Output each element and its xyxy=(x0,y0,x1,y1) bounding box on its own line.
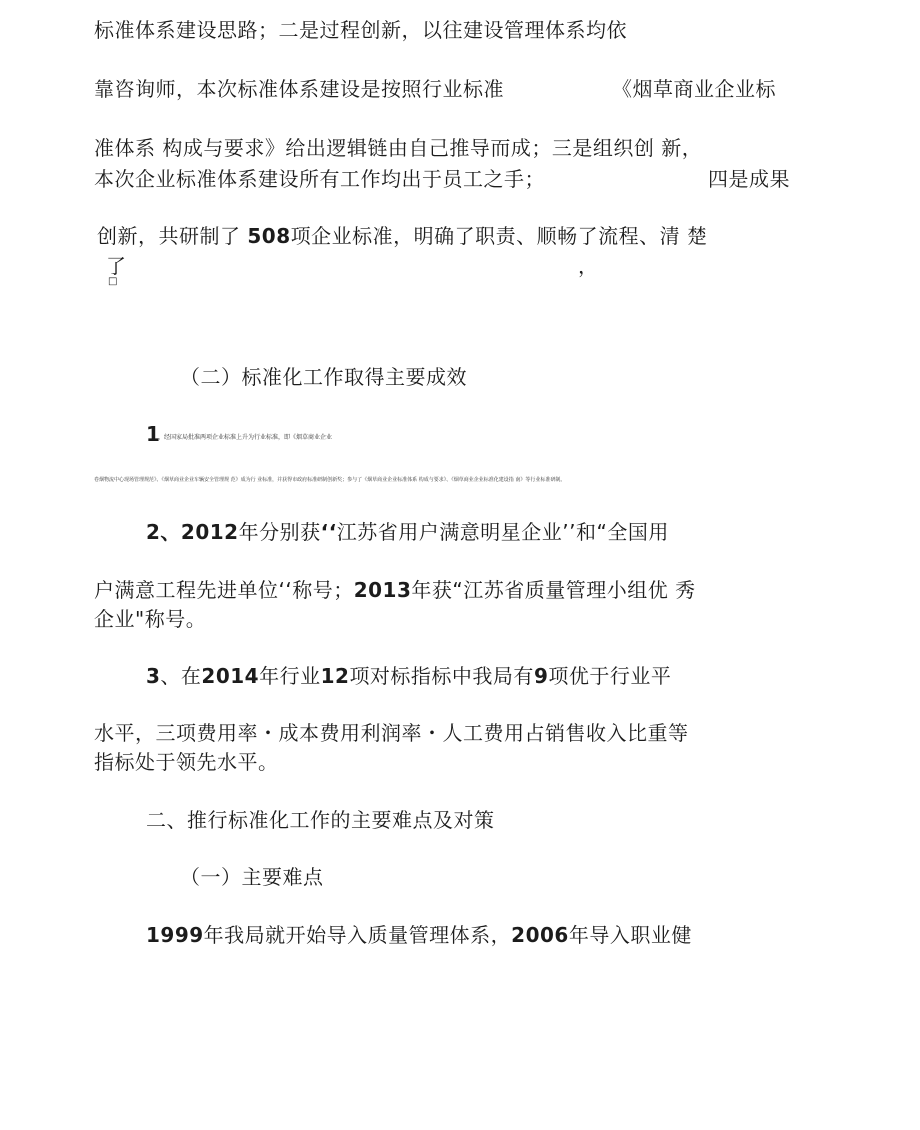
text-run: 2、2012 xyxy=(146,520,239,544)
list-item-number: 1 xyxy=(146,422,161,446)
text-run: 年导入职业健 xyxy=(568,923,692,947)
text-run: 项企业标准，明确了职责、顺畅了流程、清 楚 xyxy=(290,224,708,248)
text-run: 12 xyxy=(320,664,350,688)
body-text-line xyxy=(97,224,707,248)
text-run: 年我局就开始导入质量管理体系， xyxy=(203,923,512,947)
text-run: 项优于行业平 xyxy=(548,664,672,688)
body-text-line: 了 xyxy=(106,254,127,278)
body-text-line: ， xyxy=(578,254,599,278)
section-heading: （二）标准化工作取得主要成效 xyxy=(180,365,467,389)
body-text-line: 靠咨询师，本次标准体系建设是按照行业标准 xyxy=(94,77,504,101)
text-run: 508 xyxy=(247,224,291,248)
text-run: 项对标指标中我局有 xyxy=(349,664,534,688)
body-text-line: 准体系 构成与要求》给出逻辑链由自己推导而成；三是组织创 新， xyxy=(94,136,703,160)
body-text-line: 标准体系建设思路；二是过程创新，以往建设管理体系均依 xyxy=(94,18,627,42)
body-text-line xyxy=(146,923,692,947)
body-text-line: □ xyxy=(108,276,118,287)
text-run: 年行业 xyxy=(259,664,321,688)
text-run: 创新，共研制了 xyxy=(97,224,248,248)
text-run: 2006 xyxy=(511,923,569,947)
text-run: 、在 xyxy=(160,664,202,688)
text-run: 2014 xyxy=(201,664,260,688)
text-run: 3 xyxy=(146,664,161,688)
text-run: 江苏省用户满意明星企业 xyxy=(336,520,563,544)
text-run: 户满意工程先进单位‘‘称号； xyxy=(94,578,354,602)
section-heading: （一）主要难点 xyxy=(180,865,324,889)
body-text-line xyxy=(94,578,696,602)
body-text-line: 本次企业标准体系建设所有工作均出于员工之手； xyxy=(94,167,545,191)
body-text-line: 指标处于领先水平。 xyxy=(94,750,279,774)
body-text-line: 四是成果 xyxy=(708,167,790,191)
text-run: 1999 xyxy=(146,923,204,947)
body-text-line: 《烟草商业企业标 xyxy=(612,77,776,101)
chapter-heading: 二、推行标准化工作的主要难点及对策 xyxy=(146,808,495,832)
text-run: 9 xyxy=(533,664,549,688)
list-item-text: 、经国家局批准两项企业标准上升为行业标准，即《烟草商业企业 xyxy=(158,434,333,441)
text-run: 和“全国用 xyxy=(576,520,669,544)
text-run: ’’ xyxy=(562,520,577,544)
list-item xyxy=(146,520,669,544)
text-run: 2013 xyxy=(353,578,412,602)
body-text-line: 水平，三项费用率・成本费用利润率・人工费用占销售收入比重等 xyxy=(94,721,689,745)
list-item xyxy=(146,664,671,688)
list-item-text: 卷烟物流中心现场管理规范》、《烟草商业企业车辆安全管理规 范》成为行 业标准，并获得市政府标准研制创新奖；参与了《烟草商业企业标准体系 构成与要求》、《烟草商业企业标准化建设指 南》等行业标准研制。 xyxy=(94,477,566,483)
text-run: 年获“江苏省质量管理小组优 秀 xyxy=(411,578,696,602)
text-run: 年分别获 xyxy=(238,520,321,544)
body-text-line: 企业"称号。 xyxy=(94,607,207,631)
text-run: ‘‘ xyxy=(320,520,337,544)
